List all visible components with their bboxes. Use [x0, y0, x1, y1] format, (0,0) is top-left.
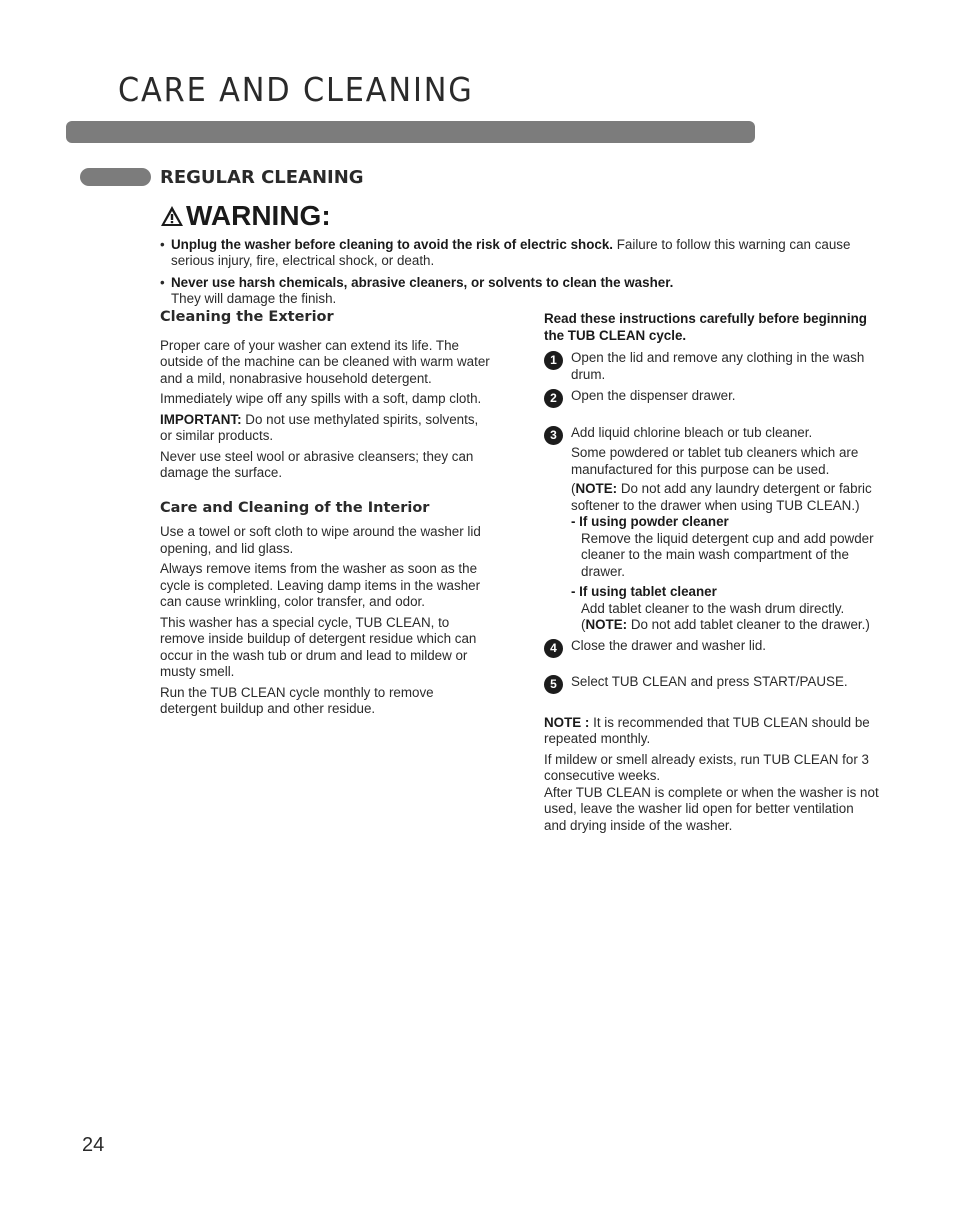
- interior-heading: Care and Cleaning of the Interior: [160, 499, 430, 516]
- exterior-heading: Cleaning the Exterior: [160, 309, 334, 325]
- interior-paragraph: Use a towel or soft cloth to wipe around the washer lid opening, and lid glass.: [160, 524, 481, 556]
- step-number-badge: 4: [544, 639, 563, 658]
- interior-paragraph: Always remove items from the washer as soon as the cycle is completed. Leaving damp items in the washer can cause wrinkling, color transfer, and odor.: [160, 561, 481, 609]
- step-text: Add liquid chlorine bleach or tub cleaner.: [571, 424, 813, 440]
- step-detail: Some powdered or tablet tub cleaners which are manufactured for this purpose can be used.: [571, 445, 859, 477]
- step-number-badge: 3: [544, 426, 563, 445]
- note-label: NOTE:: [575, 481, 618, 496]
- right-column: [544, 311, 879, 834]
- tablet-note: [571, 617, 879, 634]
- warning-item-text: Failure to follow this warning can cause serious injury, fire, electrical shock, or death.: [171, 237, 851, 268]
- section-marker: [80, 168, 151, 186]
- warning-list: [160, 237, 880, 313]
- tubclean-note-after: After TUB CLEAN is complete or when the washer is not used, leave the washer lid open for better ventilation and drying inside of the washer.: [544, 784, 879, 833]
- bullet: •: [160, 237, 165, 252]
- powder-label-text: - If using powder cleaner: [571, 514, 729, 529]
- tablet-text: Add tablet cleaner to the wash drum directly.: [581, 600, 845, 616]
- paren: (: [571, 481, 576, 496]
- step-text: Open the dispenser drawer.: [571, 388, 736, 403]
- exterior-paragraph: Never use steel wool or abrasive cleansers; they can damage the surface.: [160, 448, 474, 480]
- step-number-badge: 2: [544, 389, 563, 408]
- step-note: [571, 481, 879, 514]
- warning-item: [160, 275, 880, 307]
- exterior-paragraph: Proper care of your washer can extend its life. The outside of the machine can be cleaned with warm water and a mild, nonabrasive household detergent.: [160, 337, 490, 386]
- step-1: [544, 350, 879, 383]
- warning-heading: [160, 200, 331, 232]
- important-text: Do not use methylated spirits, solvents, or similar products.: [160, 411, 479, 443]
- warning-item-bold: Never use harsh chemicals, abrasive cleaners, or solvents to clean the washer.: [171, 275, 674, 290]
- tubclean-note: [544, 715, 879, 748]
- powder-label: [571, 514, 879, 531]
- tablet-label: [571, 584, 879, 601]
- warning-item-bold: Unplug the washer before cleaning to avoid the risk of electric shock.: [171, 237, 613, 252]
- note-label: NOTE :: [544, 714, 590, 730]
- section-title: REGULAR CLEANING: [160, 167, 364, 188]
- tubclean-note-mildew: If mildew or smell already exists, run TUB CLEAN for 3 consecutive weeks.: [544, 751, 869, 783]
- step-3: [544, 425, 879, 634]
- interior-paragraph: Run the TUB CLEAN cycle monthly to remove detergent buildup and other residue.: [160, 684, 434, 716]
- step-2: [544, 388, 879, 405]
- tablet-label-text: - If using tablet cleaner: [571, 584, 717, 599]
- step-4: [544, 638, 879, 655]
- note-text: Do not add any laundry detergent or fabric softener to the drawer when using TUB CLEAN.): [571, 481, 872, 513]
- title-underline-bar: [66, 121, 755, 143]
- warning-label: WARNING:: [186, 200, 331, 231]
- warning-item-text: They will damage the finish.: [171, 291, 337, 306]
- left-column: [160, 309, 490, 722]
- step-number-badge: 5: [544, 675, 563, 694]
- exterior-paragraph: Immediately wipe off any spills with a soft, damp cloth.: [160, 391, 482, 406]
- warning-item: [160, 237, 880, 269]
- step-5: [544, 674, 879, 691]
- tubclean-intro: [544, 311, 879, 344]
- warning-triangle-icon: [160, 205, 184, 227]
- paren: (: [581, 617, 586, 632]
- page-title: CARE AND CLEANING: [118, 70, 474, 109]
- step-text: Select TUB CLEAN and press START/PAUSE.: [571, 674, 848, 689]
- note-text: Do not add tablet cleaner to the drawer.): [627, 617, 870, 632]
- note-text: It is recommended that TUB CLEAN should be repeated monthly.: [544, 714, 870, 746]
- step-text: Open the lid and remove any clothing in the wash drum.: [571, 350, 865, 382]
- step-text: Close the drawer and washer lid.: [571, 637, 767, 653]
- page-number: 24: [82, 1134, 105, 1156]
- step-number-badge: 1: [544, 351, 563, 370]
- interior-paragraph: This washer has a special cycle, TUB CLEAN, to remove inside buildup of detergent residue which can occur in the wash tub or drum and lead to mildew or musty smell.: [160, 614, 477, 679]
- tubclean-intro-text: Read these instructions carefully before beginning the TUB CLEAN cycle.: [544, 311, 867, 343]
- bullet: •: [160, 275, 165, 290]
- powder-text: Remove the liquid detergent cup and add powder cleaner to the main wash compartment of the drawer.: [581, 530, 874, 579]
- exterior-important: [160, 412, 490, 445]
- important-label: IMPORTANT:: [160, 411, 242, 427]
- note-label: NOTE:: [585, 617, 628, 632]
